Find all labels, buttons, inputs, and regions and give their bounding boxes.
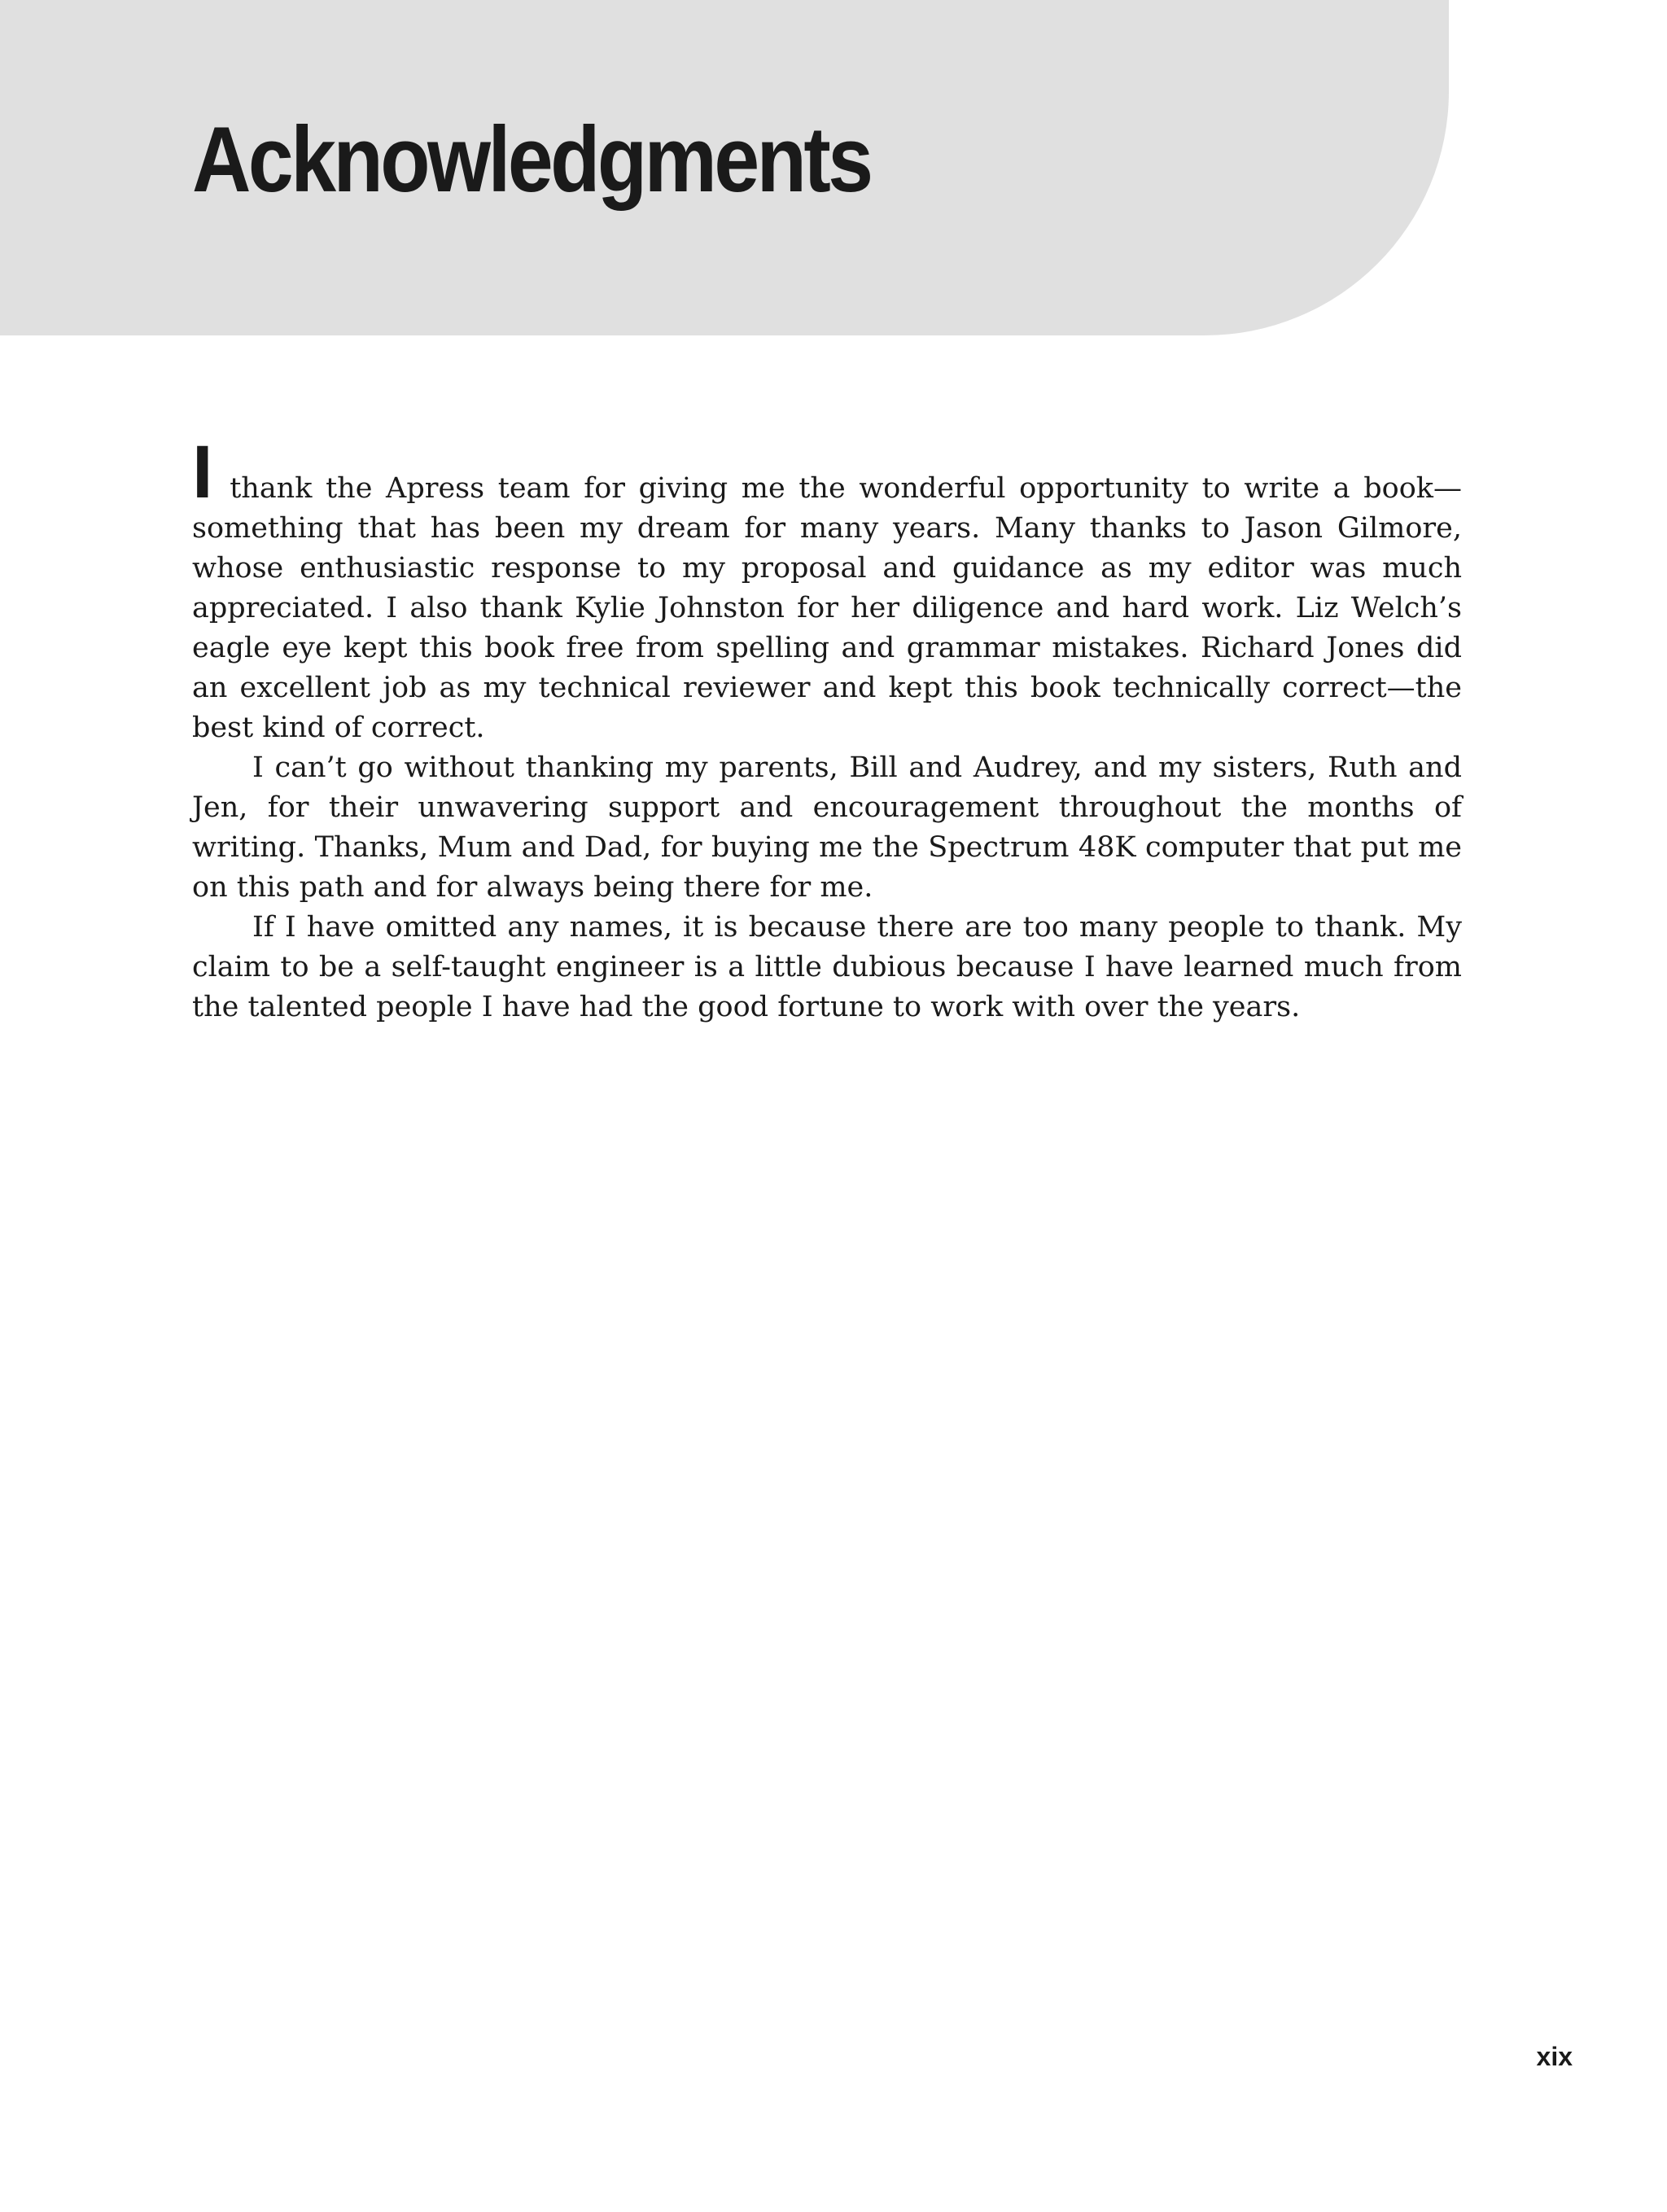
chapter-title: Acknowledgments: [192, 108, 871, 212]
page-number: xix: [1536, 2042, 1573, 2071]
drop-cap: I: [192, 431, 213, 514]
paragraph-3: If I have omitted any names, it is because there are too many people to thank. My claim to be a self-taught engineer is a little dubious because I have learned much from the talented people I have had the good fortune to work with over the years.: [192, 911, 1462, 1023]
acknowledgments-body: [192, 431, 1462, 1027]
paragraph-2: I can’t go without thanking my parents, Bill and Audrey, and my sisters, Ruth and Jen, for their unwavering support and encouragement throughout the months of writing. Thanks, Mum and Dad, for buying me the Spectrum 48K computer that put me on this path and for always being there for me.: [192, 751, 1462, 904]
paragraph-1: [192, 431, 1462, 748]
paragraph-1-text: thank the Apress team for giving me the wonderful opportunity to write a book—something that has been my dream for many years. Many thanks to Jason Gilmore, whose enthusiastic response to my proposal and guidance as my editor was much appreciated. I also thank Kylie Johnston for her diligence and hard work. Liz Welch’s eagle eye kept this book free from spelling and grammar mistakes. Richard Jones did an excellent job as my technical reviewer and kept this book technically correct—the best kind of correct.: [192, 472, 1462, 744]
